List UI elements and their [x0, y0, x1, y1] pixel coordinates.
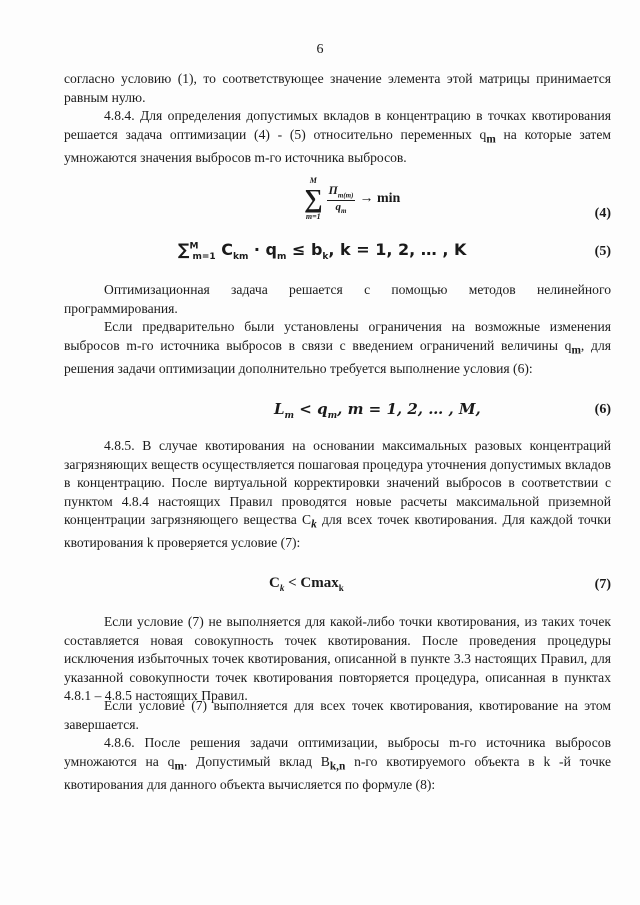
- paragraph-condition-ok: Если условие (7) выполняется для всех точек квотирования, квотирование на этом завершается.: [64, 698, 611, 732]
- formula-4: M ∑ m=1 $\frac{П_{m(m)}}{q_m}$ → min (4): [304, 176, 611, 221]
- formula-5: ∑$^M_{m=1}$ $C_{km} \cdot q_m \le b_k$, k = 1, 2, … , K (5): [178, 240, 611, 263]
- formula-7: $C_k < Cmax_k$ (7): [269, 575, 611, 593]
- page-number: 6: [316, 42, 324, 57]
- sum-symbol: M ∑ m=1: [304, 176, 323, 221]
- paragraph-4-8-6: 4.8.6. После решения задачи оптимизации, выбросы m-го источника выбросов умножаются на $q_m$. Допустимый вклад $B_{k,n}$ n-го квотируемого объекта в k -й точке квотирования для данного объекта вычисляется по формуле (8):: [64, 735, 611, 792]
- paragraph-condition-fail: Если условие (7) не выполняется для какой-либо точки квотирования, из таких точек составляется новая совокупность точек квотирования. После проведения процедуры исключения избыточных точек квотирования, описанной в пункте 3.3 настоящих Правил, для указанной совокупности точек квотирования повторяется процедура, описанная в пунктах 4.8.1 – 4.8.5 настоящих Правил.: [64, 614, 611, 703]
- paragraph-4-8-4: 4.8.4. Для определения допустимых вкладов в концентрацию в точках квотирования решается задача оптимизации (4) - (5) относительно переменных $q_m$ на которые затем умножаются значения выбросов m-го источника выбросов.: [64, 108, 611, 165]
- formula-6-label: (6): [594, 402, 611, 417]
- paragraph-optimization: Оптимизационная задача решается с помощью методов нелинейного программирования.: [64, 282, 611, 316]
- paragraph-restrictions: Если предварительно были установлены ограничения на возможные изменения выбросов m-го источника выбросов в связи с введением ограничений величины $q_m$, для решения задачи оптимизации дополнительно требуется выполнение условия (6):: [64, 319, 611, 376]
- paragraph-1: согласно условию (1), то соответствующее значение элемента этой матрицы принимается равным нулю.: [64, 71, 611, 105]
- formula-5-label: (5): [594, 244, 611, 259]
- paragraph-4-8-5: 4.8.5. В случае квотирования на основании максимальных разовых концентраций загрязняющих веществ осуществляется пошаговая процедура уточнения допустимых вкладов в концентрацию. После виртуальной корректировки значений выбросов в соответствии с пунктом 4.8.4 настоящих Правил проводятся новые расчеты максимальной приземной концентрации загрязняющего вещества $C_k$ для всех точек квотирования. Для каждой точки квотирования k проверяется условие (7):: [64, 438, 611, 551]
- formula-4-label: (4): [594, 206, 611, 221]
- fraction: $\frac{П_{m(m)}}{q_m}$: [328, 183, 354, 215]
- formula-7-label: (7): [594, 577, 611, 592]
- formula-6: $L_m < q_m$, m = 1, 2, … , M, (6): [274, 400, 611, 421]
